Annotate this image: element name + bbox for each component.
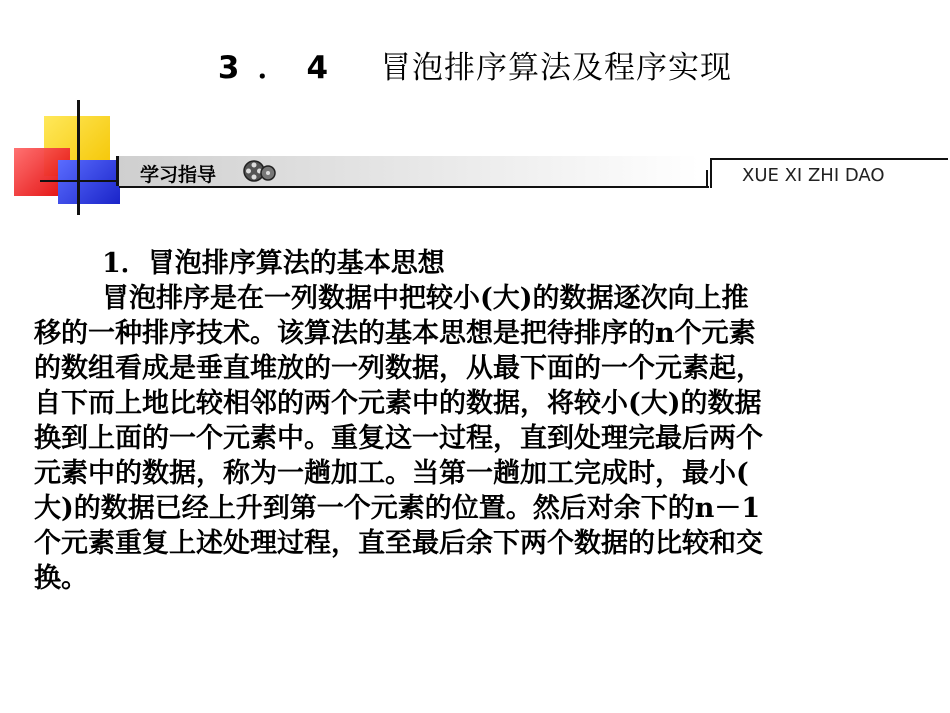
banner-label: 学习指导 <box>140 164 217 186</box>
english-label: XUE XI ZHI DAO <box>742 165 885 186</box>
content-body <box>34 246 924 596</box>
logo-horizontal-line <box>40 180 120 182</box>
english-label-frame-tail <box>706 170 712 188</box>
content-line: 冒泡排序是在一列数据中把较小(大)的数据逐次向上推 <box>102 283 749 314</box>
content-heading: 1．冒泡排序算法的基本思想 <box>102 248 445 279</box>
film-reel-icon <box>242 156 278 190</box>
content-line: 大)的数据已经上升到第一个元素的位置。然后对余下的n－1 <box>34 493 761 524</box>
section-title: 冒泡排序算法及程序实现 <box>380 50 733 86</box>
content-line: 个元素重复上述处理过程，直至最后余下两个数据的比较和交 <box>34 528 763 559</box>
logo-vertical-line <box>77 100 80 215</box>
content-line: 自下而上地比较相邻的两个元素中的数据，将较小(大)的数据 <box>34 388 762 419</box>
content-line: 的数组看成是垂直堆放的一列数据，从最下面的一个元素起， <box>34 353 763 384</box>
content-line: 移的一种排序技术。该算法的基本思想是把待排序的n个元素 <box>34 318 756 349</box>
content-line: 换。 <box>34 563 88 594</box>
blue-square <box>58 160 120 204</box>
content-line: 元素中的数据，称为一趟加工。当第一趟加工完成时，最小( <box>34 458 749 489</box>
content-line: 换到上面的一个元素中。重复这一过程，直到处理完最后两个 <box>34 423 763 454</box>
section-number: 3．4 <box>217 50 347 86</box>
page-title <box>0 42 950 87</box>
